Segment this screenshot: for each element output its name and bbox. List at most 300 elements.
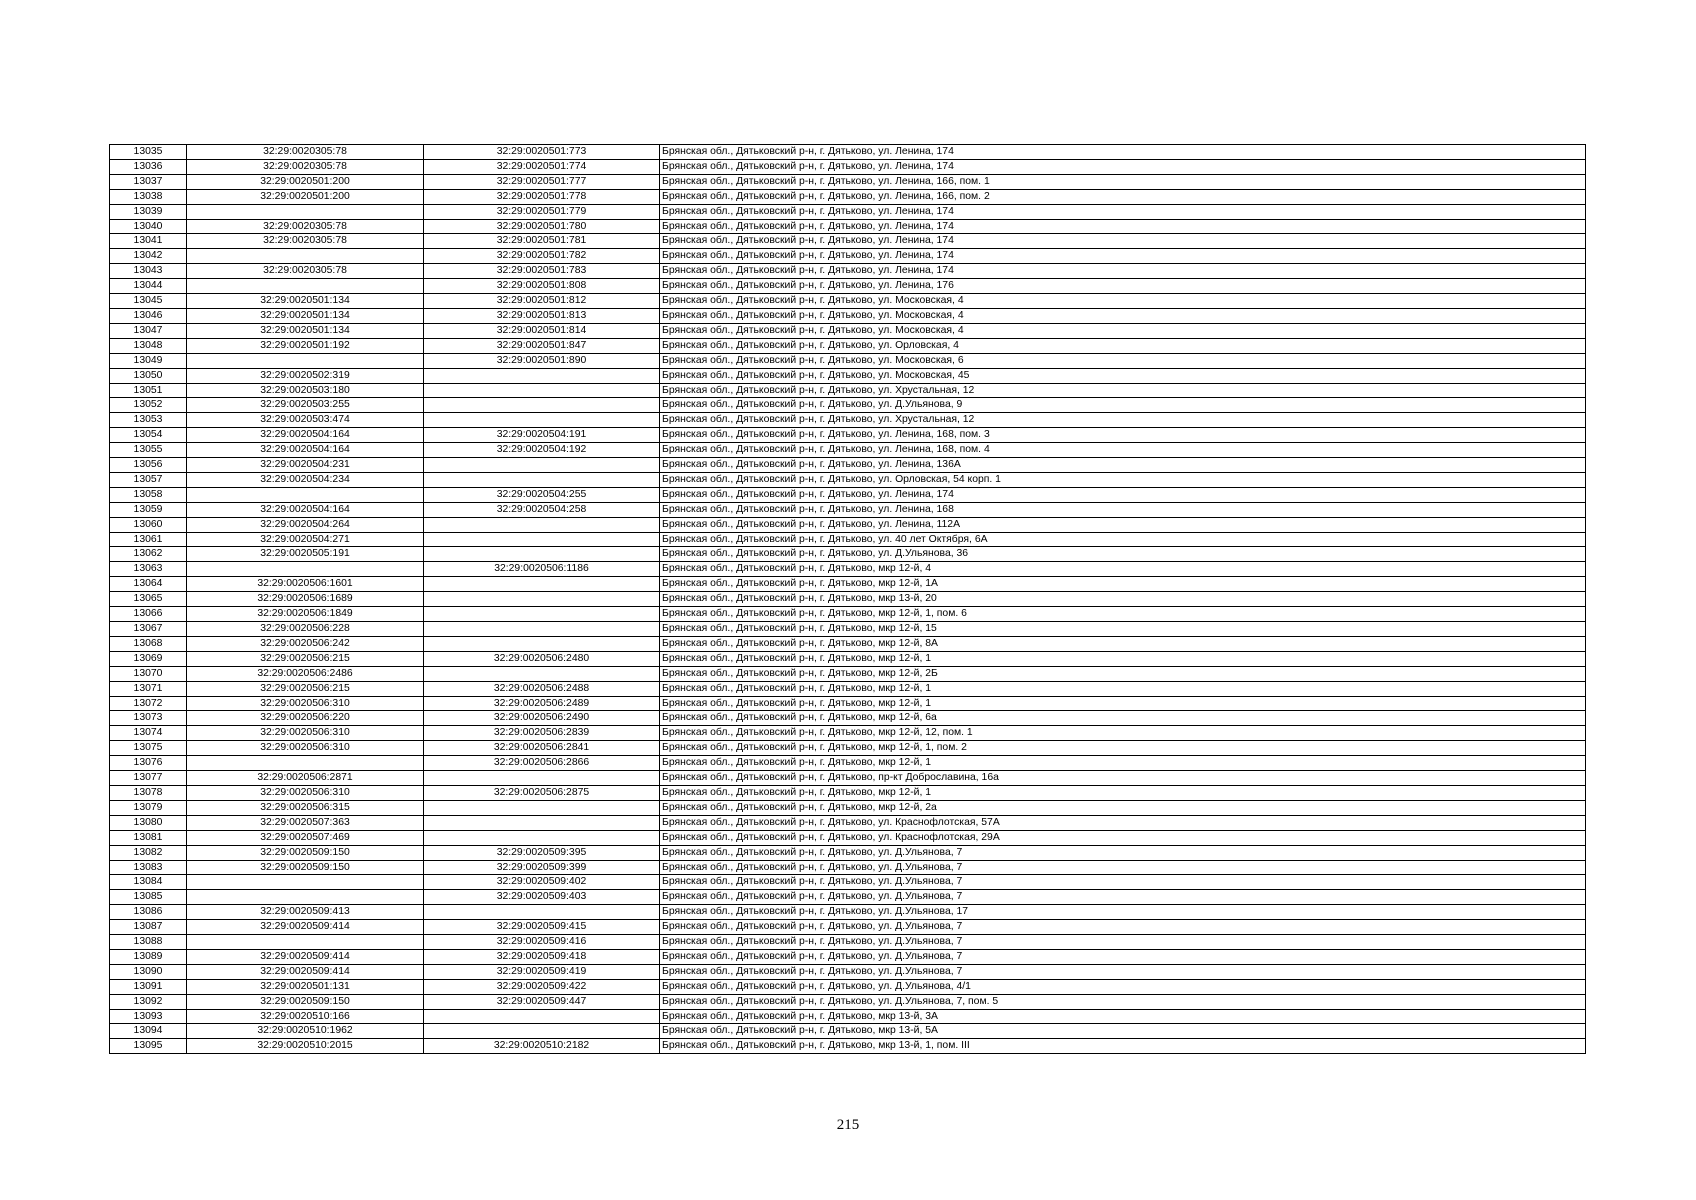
address-cell: Брянская обл., Дятьковский р-н, г. Дятьково, мкр 12-й, 1 [660,785,1586,800]
land-parcel-cadastral-number-cell: 32:29:0020506:2871 [187,771,424,786]
address-cell: Брянская обл., Дятьковский р-н, г. Дятьково, ул. Ленина, 174 [660,159,1586,174]
row-number-cell: 13083 [110,860,187,875]
land-parcel-cadastral-number-cell [187,487,424,502]
land-parcel-cadastral-number-cell: 32:29:0020506:310 [187,726,424,741]
row-number-cell: 13045 [110,294,187,309]
page-number: 215 [836,1117,860,1133]
table-row [110,711,1586,726]
object-cadastral-number-cell: 32:29:0020501:782 [424,249,660,264]
object-cadastral-number-cell: 32:29:0020510:2182 [424,1039,660,1054]
address-cell: Брянская обл., Дятьковский р-н, г. Дятьково, мкр 13-й, 1, пом. III [660,1039,1586,1054]
object-cadastral-number-cell [424,592,660,607]
registry-table-body [110,145,1586,1054]
table-row [110,1039,1586,1054]
land-parcel-cadastral-number-cell: 32:29:0020501:134 [187,323,424,338]
address-cell: Брянская обл., Дятьковский р-н, г. Дятьково, мкр 12-й, 1, пом. 2 [660,741,1586,756]
table-row [110,219,1586,234]
table-row [110,830,1586,845]
object-cadastral-number-cell: 32:29:0020506:2841 [424,741,660,756]
address-cell: Брянская обл., Дятьковский р-н, г. Дятьково, ул. Краснофлотская, 57А [660,815,1586,830]
object-cadastral-number-cell [424,771,660,786]
row-number-cell: 13063 [110,562,187,577]
row-number-cell: 13070 [110,666,187,681]
table-row [110,577,1586,592]
table-row [110,264,1586,279]
land-parcel-cadastral-number-cell: 32:29:0020501:200 [187,189,424,204]
land-parcel-cadastral-number-cell: 32:29:0020305:78 [187,264,424,279]
object-cadastral-number-cell: 32:29:0020501:808 [424,279,660,294]
object-cadastral-number-cell [424,383,660,398]
table-row [110,651,1586,666]
land-parcel-cadastral-number-cell [187,279,424,294]
land-parcel-cadastral-number-cell: 32:29:0020506:2486 [187,666,424,681]
table-row [110,845,1586,860]
table-row [110,979,1586,994]
table-row [110,204,1586,219]
row-number-cell: 13043 [110,264,187,279]
object-cadastral-number-cell: 32:29:0020501:780 [424,219,660,234]
land-parcel-cadastral-number-cell: 32:29:0020507:469 [187,830,424,845]
table-row [110,920,1586,935]
land-parcel-cadastral-number-cell [187,756,424,771]
address-cell: Брянская обл., Дятьковский р-н, г. Дятьково, мкр 13-й, 3А [660,1009,1586,1024]
row-number-cell: 13036 [110,159,187,174]
address-cell: Брянская обл., Дятьковский р-н, г. Дятьково, ул. Д.Ульянова, 7 [660,920,1586,935]
address-cell: Брянская обл., Дятьковский р-н, г. Дятьково, ул. Д.Ульянова, 7 [660,860,1586,875]
address-cell: Брянская обл., Дятьковский р-н, г. Дятьково, мкр 12-й, 6а [660,711,1586,726]
table-row [110,338,1586,353]
row-number-cell: 13058 [110,487,187,502]
land-parcel-cadastral-number-cell: 32:29:0020509:414 [187,964,424,979]
row-number-cell: 13061 [110,532,187,547]
table-row [110,472,1586,487]
land-parcel-cadastral-number-cell [187,875,424,890]
land-parcel-cadastral-number-cell: 32:29:0020509:150 [187,860,424,875]
land-parcel-cadastral-number-cell [187,562,424,577]
object-cadastral-number-cell: 32:29:0020501:781 [424,234,660,249]
table-row [110,681,1586,696]
land-parcel-cadastral-number-cell: 32:29:0020506:220 [187,711,424,726]
land-parcel-cadastral-number-cell: 32:29:0020506:1849 [187,607,424,622]
object-cadastral-number-cell: 32:29:0020504:192 [424,443,660,458]
land-parcel-cadastral-number-cell [187,249,424,264]
object-cadastral-number-cell: 32:29:0020504:255 [424,487,660,502]
land-parcel-cadastral-number-cell: 32:29:0020507:363 [187,815,424,830]
address-cell: Брянская обл., Дятьковский р-н, г. Дятьково, ул. Ленина, 166, пом. 1 [660,174,1586,189]
land-parcel-cadastral-number-cell: 32:29:0020504:264 [187,517,424,532]
address-cell: Брянская обл., Дятьковский р-н, г. Дятьково, ул. Московская, 4 [660,308,1586,323]
table-row [110,785,1586,800]
object-cadastral-number-cell: 32:29:0020504:191 [424,428,660,443]
address-cell: Брянская обл., Дятьковский р-н, г. Дятьково, ул. Д.Ульянова, 7 [660,845,1586,860]
table-row [110,666,1586,681]
land-parcel-cadastral-number-cell: 32:29:0020506:228 [187,622,424,637]
land-parcel-cadastral-number-cell: 32:29:0020305:78 [187,219,424,234]
object-cadastral-number-cell [424,368,660,383]
table-row [110,875,1586,890]
address-cell: Брянская обл., Дятьковский р-н, г. Дятьково, ул. Орловская, 4 [660,338,1586,353]
address-cell: Брянская обл., Дятьковский р-н, г. Дятьково, ул. Д.Ульянова, 9 [660,398,1586,413]
address-cell: Брянская обл., Дятьковский р-н, г. Дятьково, ул. Ленина, 136А [660,458,1586,473]
table-row [110,145,1586,160]
address-cell: Брянская обл., Дятьковский р-н, г. Дятьково, мкр 12-й, 4 [660,562,1586,577]
address-cell: Брянская обл., Дятьковский р-н, г. Дятьково, ул. Краснофлотская, 29А [660,830,1586,845]
address-cell: Брянская обл., Дятьковский р-н, г. Дятьково, ул. Ленина, 174 [660,264,1586,279]
table-row [110,308,1586,323]
row-number-cell: 13084 [110,875,187,890]
address-cell: Брянская обл., Дятьковский р-н, г. Дятьково, ул. Д.Ульянова, 7 [660,949,1586,964]
row-number-cell: 13081 [110,830,187,845]
row-number-cell: 13048 [110,338,187,353]
row-number-cell: 13062 [110,547,187,562]
land-parcel-cadastral-number-cell: 32:29:0020510:2015 [187,1039,424,1054]
row-number-cell: 13038 [110,189,187,204]
row-number-cell: 13050 [110,368,187,383]
row-number-cell: 13041 [110,234,187,249]
address-cell: Брянская обл., Дятьковский р-н, г. Дятьково, ул. Ленина, 168 [660,502,1586,517]
address-cell: Брянская обл., Дятьковский р-н, г. Дятьково, ул. Д.Ульянова, 7 [660,875,1586,890]
row-number-cell: 13065 [110,592,187,607]
object-cadastral-number-cell: 32:29:0020506:1186 [424,562,660,577]
address-cell: Брянская обл., Дятьковский р-н, г. Дятьково, ул. Д.Ульянова, 7 [660,890,1586,905]
row-number-cell: 13064 [110,577,187,592]
table-row [110,398,1586,413]
object-cadastral-number-cell: 32:29:0020501:778 [424,189,660,204]
object-cadastral-number-cell: 32:29:0020506:2480 [424,651,660,666]
table-row [110,860,1586,875]
table-row [110,159,1586,174]
row-number-cell: 13047 [110,323,187,338]
object-cadastral-number-cell: 32:29:0020509:415 [424,920,660,935]
land-parcel-cadastral-number-cell: 32:29:0020503:474 [187,413,424,428]
row-number-cell: 13072 [110,696,187,711]
address-cell: Брянская обл., Дятьковский р-н, г. Дятьково, ул. Ленина, 174 [660,145,1586,160]
land-parcel-cadastral-number-cell: 32:29:0020503:180 [187,383,424,398]
object-cadastral-number-cell [424,607,660,622]
land-parcel-cadastral-number-cell: 32:29:0020504:234 [187,472,424,487]
address-cell: Брянская обл., Дятьковский р-н, г. Дятьково, ул. Ленина, 168, пом. 4 [660,443,1586,458]
row-number-cell: 13076 [110,756,187,771]
address-cell: Брянская обл., Дятьковский р-н, г. Дятьково, мкр 12-й, 1, пом. 6 [660,607,1586,622]
land-parcel-cadastral-number-cell [187,935,424,950]
object-cadastral-number-cell: 32:29:0020509:418 [424,949,660,964]
row-number-cell: 13053 [110,413,187,428]
land-parcel-cadastral-number-cell: 32:29:0020504:231 [187,458,424,473]
table-row [110,815,1586,830]
address-cell: Брянская обл., Дятьковский р-н, г. Дятьково, мкр 12-й, 8А [660,636,1586,651]
address-cell: Брянская обл., Дятьковский р-н, г. Дятьково, мкр 12-й, 1 [660,651,1586,666]
land-parcel-cadastral-number-cell: 32:29:0020501:134 [187,294,424,309]
land-parcel-cadastral-number-cell: 32:29:0020504:164 [187,428,424,443]
row-number-cell: 13075 [110,741,187,756]
row-number-cell: 13044 [110,279,187,294]
land-parcel-cadastral-number-cell: 32:29:0020506:215 [187,681,424,696]
table-row [110,323,1586,338]
row-number-cell: 13056 [110,458,187,473]
table-row [110,935,1586,950]
row-number-cell: 13073 [110,711,187,726]
row-number-cell: 13060 [110,517,187,532]
land-parcel-cadastral-number-cell [187,204,424,219]
object-cadastral-number-cell: 32:29:0020509:402 [424,875,660,890]
land-parcel-cadastral-number-cell: 32:29:0020509:150 [187,994,424,1009]
row-number-cell: 13079 [110,800,187,815]
row-number-cell: 13042 [110,249,187,264]
address-cell: Брянская обл., Дятьковский р-н, г. Дятьково, ул. Ленина, 168, пом. 3 [660,428,1586,443]
object-cadastral-number-cell: 32:29:0020501:890 [424,353,660,368]
object-cadastral-number-cell: 32:29:0020509:422 [424,979,660,994]
row-number-cell: 13091 [110,979,187,994]
table-row [110,562,1586,577]
row-number-cell: 13080 [110,815,187,830]
row-number-cell: 13039 [110,204,187,219]
object-cadastral-number-cell: 32:29:0020509:403 [424,890,660,905]
land-parcel-cadastral-number-cell: 32:29:0020510:166 [187,1009,424,1024]
row-number-cell: 13049 [110,353,187,368]
object-cadastral-number-cell [424,1024,660,1039]
table-row [110,502,1586,517]
address-cell: Брянская обл., Дятьковский р-н, г. Дятьково, ул. Д.Ульянова, 7 [660,935,1586,950]
table-row [110,294,1586,309]
address-cell: Брянская обл., Дятьковский р-н, г. Дятьково, мкр 12-й, 1 [660,681,1586,696]
object-cadastral-number-cell [424,472,660,487]
address-cell: Брянская обл., Дятьковский р-н, г. Дятьково, мкр 12-й, 12, пом. 1 [660,726,1586,741]
row-number-cell: 13090 [110,964,187,979]
table-row [110,234,1586,249]
table-row [110,249,1586,264]
table-row [110,890,1586,905]
object-cadastral-number-cell [424,815,660,830]
land-parcel-cadastral-number-cell: 32:29:0020509:150 [187,845,424,860]
row-number-cell: 13069 [110,651,187,666]
table-row [110,383,1586,398]
object-cadastral-number-cell: 32:29:0020504:258 [424,502,660,517]
object-cadastral-number-cell [424,398,660,413]
address-cell: Брянская обл., Дятьковский р-н, г. Дятьково, ул. Московская, 4 [660,323,1586,338]
row-number-cell: 13089 [110,949,187,964]
table-row [110,189,1586,204]
address-cell: Брянская обл., Дятьковский р-н, г. Дятьково, ул. Д.Ульянова, 36 [660,547,1586,562]
land-parcel-cadastral-number-cell: 32:29:0020506:215 [187,651,424,666]
table-row [110,547,1586,562]
table-row [110,1024,1586,1039]
table-row [110,368,1586,383]
table-row [110,756,1586,771]
table-row [110,428,1586,443]
address-cell: Брянская обл., Дятьковский р-н, г. Дятьково, ул. Ленина, 174 [660,487,1586,502]
object-cadastral-number-cell [424,830,660,845]
row-number-cell: 13046 [110,308,187,323]
table-row [110,949,1586,964]
land-parcel-cadastral-number-cell: 32:29:0020305:78 [187,159,424,174]
registry-sheet [109,144,1585,1054]
row-number-cell: 13051 [110,383,187,398]
table-row [110,636,1586,651]
address-cell: Брянская обл., Дятьковский р-н, г. Дятьково, мкр 12-й, 1 [660,756,1586,771]
object-cadastral-number-cell: 32:29:0020506:2488 [424,681,660,696]
row-number-cell: 13059 [110,502,187,517]
table-row [110,174,1586,189]
table-row [110,592,1586,607]
object-cadastral-number-cell: 32:29:0020506:2490 [424,711,660,726]
address-cell: Брянская обл., Дятьковский р-н, г. Дятьково, мкр 12-й, 15 [660,622,1586,637]
row-number-cell: 13095 [110,1039,187,1054]
address-cell: Брянская обл., Дятьковский р-н, г. Дятьково, мкр 12-й, 2Б [660,666,1586,681]
address-cell: Брянская обл., Дятьковский р-н, г. Дятьково, ул. Ленина, 112А [660,517,1586,532]
address-cell: Брянская обл., Дятьковский р-н, г. Дятьково, ул. Д.Ульянова, 7 [660,964,1586,979]
land-parcel-cadastral-number-cell: 32:29:0020509:414 [187,920,424,935]
address-cell: Брянская обл., Дятьковский р-н, г. Дятьково, ул. Ленина, 176 [660,279,1586,294]
land-parcel-cadastral-number-cell: 32:29:0020501:192 [187,338,424,353]
row-number-cell: 13040 [110,219,187,234]
land-parcel-cadastral-number-cell: 32:29:0020509:414 [187,949,424,964]
table-row [110,1009,1586,1024]
object-cadastral-number-cell [424,532,660,547]
table-row [110,353,1586,368]
object-cadastral-number-cell: 32:29:0020501:779 [424,204,660,219]
address-cell: Брянская обл., Дятьковский р-н, г. Дятьково, ул. Хрустальная, 12 [660,383,1586,398]
row-number-cell: 13082 [110,845,187,860]
row-number-cell: 13094 [110,1024,187,1039]
object-cadastral-number-cell [424,458,660,473]
land-parcel-cadastral-number-cell: 32:29:0020506:310 [187,696,424,711]
object-cadastral-number-cell: 32:29:0020501:783 [424,264,660,279]
land-parcel-cadastral-number-cell: 32:29:0020506:315 [187,800,424,815]
address-cell: Брянская обл., Дятьковский р-н, г. Дятьково, ул. Ленина, 166, пом. 2 [660,189,1586,204]
object-cadastral-number-cell [424,622,660,637]
object-cadastral-number-cell [424,413,660,428]
land-parcel-cadastral-number-cell: 32:29:0020305:78 [187,145,424,160]
object-cadastral-number-cell: 32:29:0020506:2866 [424,756,660,771]
table-row [110,607,1586,622]
address-cell: Брянская обл., Дятьковский р-н, г. Дятьково, ул. Ленина, 174 [660,219,1586,234]
land-parcel-cadastral-number-cell: 32:29:0020501:134 [187,308,424,323]
land-parcel-cadastral-number-cell: 32:29:0020501:200 [187,174,424,189]
object-cadastral-number-cell [424,517,660,532]
object-cadastral-number-cell [424,1009,660,1024]
object-cadastral-number-cell: 32:29:0020509:399 [424,860,660,875]
land-parcel-cadastral-number-cell [187,890,424,905]
table-row [110,622,1586,637]
address-cell: Брянская обл., Дятьковский р-н, г. Дятьково, ул. Московская, 6 [660,353,1586,368]
row-number-cell: 13052 [110,398,187,413]
row-number-cell: 13078 [110,785,187,800]
object-cadastral-number-cell [424,905,660,920]
object-cadastral-number-cell: 32:29:0020501:847 [424,338,660,353]
address-cell: Брянская обл., Дятьковский р-н, г. Дятьково, ул. Московская, 4 [660,294,1586,309]
object-cadastral-number-cell: 32:29:0020506:2839 [424,726,660,741]
address-cell: Брянская обл., Дятьковский р-н, г. Дятьково, мкр 13-й, 20 [660,592,1586,607]
table-row [110,994,1586,1009]
object-cadastral-number-cell: 32:29:0020509:416 [424,935,660,950]
address-cell: Брянская обл., Дятьковский р-н, г. Дятьково, ул. Хрустальная, 12 [660,413,1586,428]
land-parcel-cadastral-number-cell: 32:29:0020509:413 [187,905,424,920]
row-number-cell: 13088 [110,935,187,950]
land-parcel-cadastral-number-cell: 32:29:0020501:131 [187,979,424,994]
row-number-cell: 13085 [110,890,187,905]
object-cadastral-number-cell [424,800,660,815]
row-number-cell: 13067 [110,622,187,637]
row-number-cell: 13054 [110,428,187,443]
table-row [110,800,1586,815]
land-parcel-cadastral-number-cell: 32:29:0020504:164 [187,443,424,458]
address-cell: Брянская обл., Дятьковский р-н, г. Дятьково, ул. Ленина, 174 [660,204,1586,219]
table-row [110,696,1586,711]
row-number-cell: 13074 [110,726,187,741]
land-parcel-cadastral-number-cell: 32:29:0020505:191 [187,547,424,562]
land-parcel-cadastral-number-cell: 32:29:0020506:310 [187,741,424,756]
row-number-cell: 13086 [110,905,187,920]
object-cadastral-number-cell: 32:29:0020509:419 [424,964,660,979]
land-parcel-cadastral-number-cell [187,353,424,368]
address-cell: Брянская обл., Дятьковский р-н, г. Дятьково, мкр 13-й, 5А [660,1024,1586,1039]
table-row [110,726,1586,741]
land-parcel-cadastral-number-cell: 32:29:0020510:1962 [187,1024,424,1039]
address-cell: Брянская обл., Дятьковский р-н, г. Дятьково, ул. Д.Ульянова, 7, пом. 5 [660,994,1586,1009]
object-cadastral-number-cell: 32:29:0020501:812 [424,294,660,309]
row-number-cell: 13077 [110,771,187,786]
land-parcel-cadastral-number-cell: 32:29:0020502:319 [187,368,424,383]
object-cadastral-number-cell: 32:29:0020501:814 [424,323,660,338]
land-parcel-cadastral-number-cell: 32:29:0020506:1601 [187,577,424,592]
table-row [110,458,1586,473]
object-cadastral-number-cell: 32:29:0020506:2875 [424,785,660,800]
land-parcel-cadastral-number-cell: 32:29:0020504:164 [187,502,424,517]
table-row [110,517,1586,532]
object-cadastral-number-cell: 32:29:0020509:447 [424,994,660,1009]
object-cadastral-number-cell: 32:29:0020506:2489 [424,696,660,711]
row-number-cell: 13087 [110,920,187,935]
table-row [110,741,1586,756]
table-row [110,905,1586,920]
row-number-cell: 13093 [110,1009,187,1024]
row-number-cell: 13057 [110,472,187,487]
object-cadastral-number-cell [424,547,660,562]
address-cell: Брянская обл., Дятьковский р-н, г. Дятьково, ул. Московская, 45 [660,368,1586,383]
address-cell: Брянская обл., Дятьковский р-н, г. Дятьково, мкр 12-й, 2а [660,800,1586,815]
address-cell: Брянская обл., Дятьковский р-н, г. Дятьково, мкр 12-й, 1 [660,696,1586,711]
row-number-cell: 13055 [110,443,187,458]
table-row [110,487,1586,502]
object-cadastral-number-cell: 32:29:0020501:773 [424,145,660,160]
address-cell: Брянская обл., Дятьковский р-н, г. Дятьково, ул. Орловская, 54 корп. 1 [660,472,1586,487]
address-cell: Брянская обл., Дятьковский р-н, г. Дятьково, ул. Ленина, 174 [660,234,1586,249]
land-parcel-cadastral-number-cell: 32:29:0020503:255 [187,398,424,413]
address-cell: Брянская обл., Дятьковский р-н, г. Дятьково, мкр 12-й, 1А [660,577,1586,592]
land-parcel-cadastral-number-cell: 32:29:0020506:242 [187,636,424,651]
object-cadastral-number-cell [424,636,660,651]
object-cadastral-number-cell: 32:29:0020509:395 [424,845,660,860]
table-row [110,443,1586,458]
address-cell: Брянская обл., Дятьковский р-н, г. Дятьково, ул. Д.Ульянова, 17 [660,905,1586,920]
row-number-cell: 13071 [110,681,187,696]
table-row [110,413,1586,428]
table-row [110,771,1586,786]
object-cadastral-number-cell: 32:29:0020501:777 [424,174,660,189]
row-number-cell: 13066 [110,607,187,622]
table-row [110,532,1586,547]
row-number-cell: 13037 [110,174,187,189]
object-cadastral-number-cell: 32:29:0020501:813 [424,308,660,323]
object-cadastral-number-cell [424,666,660,681]
address-cell: Брянская обл., Дятьковский р-н, г. Дятьково, ул. 40 лет Октября, 6А [660,532,1586,547]
address-cell: Брянская обл., Дятьковский р-н, г. Дятьково, ул. Ленина, 174 [660,249,1586,264]
land-parcel-cadastral-number-cell: 32:29:0020305:78 [187,234,424,249]
address-cell: Брянская обл., Дятьковский р-н, г. Дятьково, пр-кт Доброславина, 16а [660,771,1586,786]
table-row [110,279,1586,294]
land-parcel-cadastral-number-cell: 32:29:0020506:1689 [187,592,424,607]
land-parcel-cadastral-number-cell: 32:29:0020504:271 [187,532,424,547]
